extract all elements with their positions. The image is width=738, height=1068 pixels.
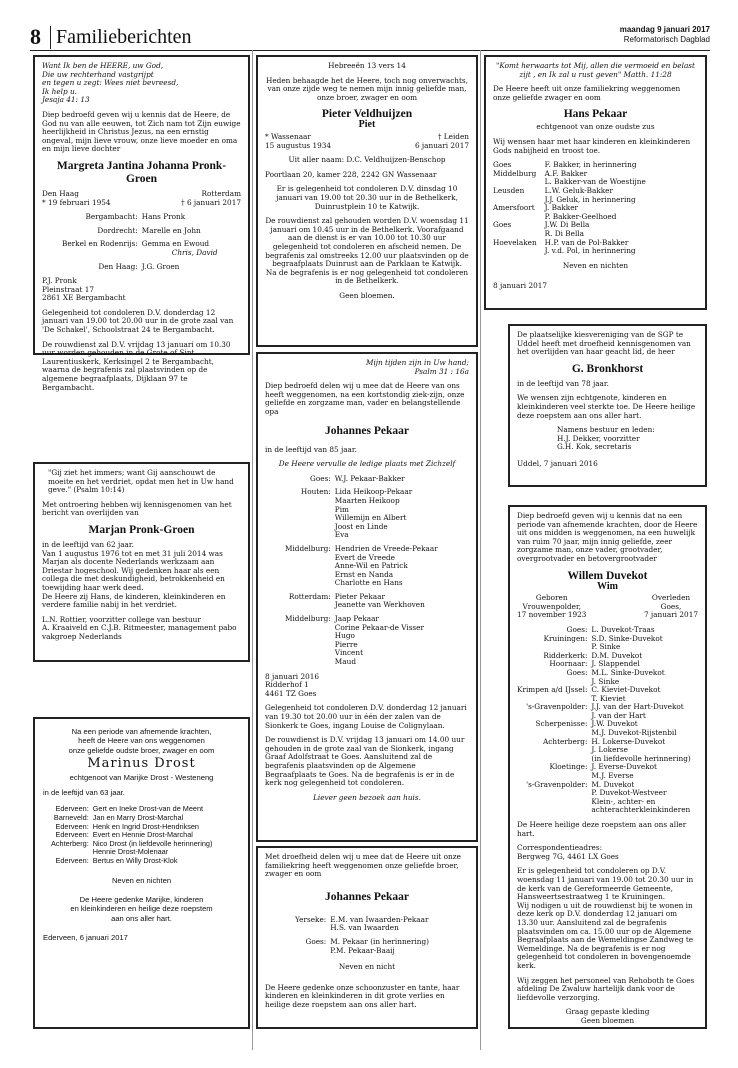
family-names: Joost en Linde xyxy=(334,521,388,531)
nickname: Piet xyxy=(358,119,376,131)
family-names: Hennie Drost-Molenaar xyxy=(92,847,169,857)
family-names: Klein-, achter- en achterachterkleinkinderen xyxy=(591,796,691,815)
family-place: Krimpen a/d IJssel: xyxy=(517,685,588,695)
family-row xyxy=(493,247,646,256)
intro-text: Diep bedroefd geven wij u kennis dat na een periode van afnemende krachten, door de Heere uit ons midden is weggenomen, na een huwelijk van ruim 70 jaar, mijn innig geliefde, zeer zorgzame man, onze vader, grootvader, overgrootvader en betovergrootvader xyxy=(517,511,698,563)
family-row xyxy=(285,624,438,633)
family-names: Chris, David xyxy=(171,247,218,257)
family-names: D.M. Duvekot xyxy=(591,650,643,660)
closing-text: De Heere gedenke onze schoonzuster en tante, haar kinderen en kleinkinderen in dit grote verlies en heilige deze roepstem aan ons aller hart. xyxy=(265,982,460,1009)
deceased-name: Johannes Pekaar xyxy=(324,890,410,903)
intro-text: De Heere heeft uit onze familiekring weggenomen onze geliefde zwager en oom xyxy=(493,84,681,102)
death-place: † Leiden xyxy=(437,131,469,141)
family-place: Den Haag: xyxy=(98,261,138,271)
family-names: Vincent xyxy=(334,648,364,658)
family-names: F. Bakker, in herinnering xyxy=(544,160,637,170)
family-place: Achterberg: xyxy=(543,736,588,746)
closing-line: en kleinkinderen en heilige deze roepstem xyxy=(70,904,213,914)
home-address xyxy=(42,277,241,303)
family-place: Middelburg: xyxy=(285,543,331,553)
in-memoriam-marjan xyxy=(33,462,250,662)
family-place: Rotterdam: xyxy=(288,591,331,601)
flowers-note: Geen bloemen. xyxy=(339,290,395,300)
family-place: 's-Gravenpolder: xyxy=(526,779,588,789)
address-line: Correspondentieadres: xyxy=(517,843,603,853)
family-list xyxy=(295,916,429,955)
deceased-name: Margreta Jantina Johanna Pronk-Groen xyxy=(56,159,227,185)
birth-place: Den Haag xyxy=(42,188,79,198)
family-place: Kloetinge: xyxy=(549,762,588,772)
family-names: J. van der Hart xyxy=(591,710,646,720)
family-place: Dordrecht: xyxy=(97,225,138,235)
intro-line: heeft de Heere van ons weggenomen xyxy=(78,736,205,746)
family-place xyxy=(285,658,335,667)
family-row xyxy=(62,263,218,272)
deceased-name: Pieter Veldhuijzen xyxy=(321,108,413,121)
family-names: Corine Pekaar-de Visser xyxy=(334,622,424,632)
family-names: H.S. van Iwaarden xyxy=(330,923,399,933)
family-names: P. Bakker-Geelhoed xyxy=(544,211,617,221)
family-row xyxy=(285,649,438,658)
family-row xyxy=(51,857,212,866)
nephews-text: Neven en nichten xyxy=(111,875,172,885)
body-career: Van 1 augustus 1976 tot en met 31 juli 2014 was Marjan als docente Nederlands werkzaam aan Driestar hogeschool. Wij gedenken haar als een collega die met deskundigheid, betrokkenheid en toewijding haar werk deed. xyxy=(42,548,225,592)
family-list xyxy=(62,213,218,271)
family-names: M. Duvekot xyxy=(591,779,635,789)
family-list xyxy=(493,161,646,256)
family-row xyxy=(285,523,438,532)
verse-line: Mijn tijden zijn in Uw hand; xyxy=(365,358,469,367)
home-address: Poortlaan 20, kamer 228, 2242 GN Wassenaar xyxy=(265,169,437,179)
family-place: Goes xyxy=(493,220,512,230)
family-place: Houten: xyxy=(300,487,331,497)
death-label: Overleden xyxy=(651,593,691,603)
family-row xyxy=(517,798,698,815)
deceased-name: Marjan Pronk-Groen xyxy=(88,523,195,536)
family-names: M.J. Duvekot-Rijstenbil xyxy=(591,728,677,738)
family-place xyxy=(517,798,591,815)
family-place: Middelburg: xyxy=(285,614,331,624)
page-header xyxy=(30,24,710,51)
family-place: 's-Gravenpolder: xyxy=(526,702,588,712)
deceased-name: Johannes Pekaar xyxy=(324,424,410,437)
deceased-name: G. Bronkhorst xyxy=(571,362,644,375)
family-place xyxy=(285,562,335,571)
family-names: J. v.d. Pol, in herinnering xyxy=(544,246,636,256)
funeral-text: De rouwdienst zal D.V. vrijdag 13 januari om 10.30 uur worden gehouden in de Grote of Sint Laurentiuskerk, Kerksingel 2 te Bergambacht, waarna de begrafenis zal plaatsvinden op de algemene begraafplaats, Dijklaan 97 te Bergambacht. xyxy=(42,339,231,392)
family-names: J.J. Geluk, in herinnering xyxy=(544,194,636,204)
family-place: Ridderkerk: xyxy=(543,650,588,660)
family-names: C. Kieviet-Duvekot xyxy=(591,685,661,695)
family-place xyxy=(493,247,545,256)
wish-text: We wensen zijn echtgenote, kinderen en kleinkinderen veel sterkte toe. De Heere heilige deze roepstem aan ons aller hart. xyxy=(517,393,696,420)
family-names: Willemijn en Albert xyxy=(334,513,407,523)
birth-info xyxy=(517,594,586,620)
closing-line: aan ons aller hart. xyxy=(111,913,172,923)
condolence-text: Er is gelegenheid tot condoleren op D.V. woensdag 11 januari van 19.00 tot 20.30 uur in de kerk van de Gereformeerde Gemeente, Hansweertsestraatweg 1 te Kruiningen. xyxy=(517,866,694,902)
family-place xyxy=(285,601,335,610)
family-names: J. Everse-Duvekot xyxy=(591,762,657,772)
family-names: R. Di Bella xyxy=(544,228,584,238)
birth-place: Vrouwenpolder, xyxy=(522,601,581,611)
family-names: Lida Heikoop-Pekaar xyxy=(334,487,413,497)
intro-text: Met droefheid delen wij u mee dat de Heere uit onze familiekring heeft weggenomen onze geliefde broer, zwager en oom xyxy=(265,852,461,879)
family-names: Hendrien de Vreede-Pekaar xyxy=(334,543,438,553)
obituary-pronk-groen xyxy=(33,55,250,392)
family-names: T. Kieviet xyxy=(591,693,626,703)
family-place xyxy=(285,497,335,506)
intro-text: Diep bedroefd delen wij u mee dat de Heere van ons heeft weggenomen, na een kortstondig ziek-zijn, onze geliefde en zorgzame man, vader en belangstellende opa xyxy=(265,381,465,416)
closing-line: De Heere gedenke Marijke, kinderen xyxy=(79,895,204,904)
family-place: Yerseke: xyxy=(295,914,327,924)
bible-verse: Hebreeën 13 vers 14 xyxy=(328,61,406,70)
family-names: H. Lokerse-Duvekot xyxy=(591,736,666,746)
death-place: Rotterdam xyxy=(201,188,241,198)
age-text: in de leeftijd van 78 jaar. xyxy=(517,378,609,388)
verse-reference: Psalm 31 : 16a xyxy=(414,366,469,376)
family-names: Hugo xyxy=(334,631,355,641)
family-names: Anne-Wil en Patrick xyxy=(334,561,408,571)
family-names: Evert de Vreede xyxy=(334,552,395,562)
family-names: P. Sinke xyxy=(591,642,621,652)
family-names: M.J. Everse xyxy=(591,771,634,781)
family-names: L.W. Geluk-Bakker xyxy=(544,185,613,195)
family-place: Ederveen: xyxy=(55,804,89,814)
obituary-drost xyxy=(33,717,250,1029)
after-funeral-text: Na de begrafenis is er nog gelegenheid tot condoleren in de Bethelkerk. xyxy=(265,267,469,286)
family-place xyxy=(517,789,591,798)
family-row xyxy=(285,497,438,506)
family-names: P.M. Pekaar-Baaij xyxy=(330,945,395,955)
funeral-text: De rouwdienst zal gehouden worden D.V. woensdag 11 januari om 10.45 uur in de Bethelkerk. Voorafgaand aan de dienst is er van 10.00 tot 10.30 uur gelegenheid tot condoleren en afscheid nemen. De begrafenis zal omstreeks 12.00 uur plaatsvinden op de begraafplaats Duinrust aan de Parklaan te Katwijk. xyxy=(265,216,469,269)
life-dates xyxy=(265,142,469,151)
family-names: Gemma en Ewoud xyxy=(141,239,210,249)
life-dates xyxy=(42,199,241,208)
age-text: in de leeftijd van 63 jaar. xyxy=(43,788,125,798)
family-place: Goes: xyxy=(566,667,588,677)
life-dates xyxy=(517,594,698,620)
condolence-text: Gelegenheid tot condoleren D.V. donderdag 12 januari van 19.00 tot 20.00 uur in de grote zaal van 'De Schakel', Schoolstraat 24 te Bergambacht. xyxy=(42,307,234,335)
family-place xyxy=(285,632,335,641)
birth-date: 17 november 1923 xyxy=(517,610,587,620)
family-place: Goes: xyxy=(305,936,327,946)
obituary-hans-pekaar xyxy=(484,55,707,310)
family-names: J. Slappendel xyxy=(591,659,640,669)
family-names: E.M. van Iwaarden-Pekaar xyxy=(330,914,429,924)
nickname: Wim xyxy=(597,580,618,592)
family-place xyxy=(285,554,335,563)
signature-line: Namens bestuur en leden: xyxy=(557,425,655,435)
funeral-text: Wij nodigen u uit de rouwdienst bij te wonen in deze kerk op D.V. donderdag 12 januari om 13.30 uur. Aansluitend zal de begrafenis plaatsvinden om ca. 15.00 uur op de Algemene Begraafplaats aan de Wemeldingse Zandweg te Wemeldinge. Na de begrafenis is er nog gelegenheid tot condoleren in bovengenoemde kerk. xyxy=(517,900,694,970)
issue-date: maandag 9 januari 2017 xyxy=(619,25,710,34)
address-line: Ridderhof 1 xyxy=(265,680,309,690)
thanks-text: Wij zeggen het personeel van Rehoboth te Goes afdeling De Zwaluw hartelijk dank voor de liefdevolle verzorging. xyxy=(517,975,695,1002)
family-place xyxy=(517,746,591,755)
family-list xyxy=(285,475,438,667)
family-names: J.J. van der Hart-Duvekot xyxy=(591,702,684,712)
family-names: H.P. van de Pol-Bakker xyxy=(544,237,629,247)
family-names: Evert en Hennie Drost-Marchal xyxy=(92,830,193,840)
family-row xyxy=(285,531,438,540)
family-list xyxy=(517,626,698,815)
bible-verse: "Gij ziet het immers; want Gij aanschouwt de moeite en het verdriet, opdat men het in Uw hand geve." (Psalm 10:14) xyxy=(48,468,234,495)
nephews-text: Neven en nicht xyxy=(338,962,396,972)
family-names: Jeanette van Werkhoven xyxy=(334,600,425,610)
intro-text: Met ontroering hebben wij kennisgenomen van het bericht van overlijden van xyxy=(42,499,232,518)
deceased-name: Hans Pekaar xyxy=(563,108,628,121)
family-names: Nico Drost (in liefdevolle herinnering) xyxy=(92,838,213,848)
family-place xyxy=(285,624,335,633)
family-place: Achterberg: xyxy=(51,838,89,848)
closing-text: De Heere heilige deze roepstem aan ons aller hart. xyxy=(517,820,687,838)
column-divider-1 xyxy=(252,50,253,1050)
intro-line: Na een periode van afnemende krachten, xyxy=(71,727,212,736)
family-names: Pieter Pekaar xyxy=(334,591,385,601)
family-names: Jan en Marry Drost-Marchal xyxy=(92,813,184,823)
family-names: M.L. Sinke-Duvekot xyxy=(591,667,665,677)
obituary-pekaar xyxy=(256,352,478,842)
intro-text: Heden behaagde het de Heere, toch nog onverwachts, van onze zijde weg te nemen mijn innig geliefde man, onze broer, zwager en oom xyxy=(266,75,468,102)
bible-verse xyxy=(42,62,241,105)
family-place xyxy=(285,506,335,515)
family-place xyxy=(285,571,335,580)
intro-text xyxy=(43,727,240,755)
page-number: 8 xyxy=(30,24,41,49)
birth-label: Geboren xyxy=(535,593,568,603)
family-place: Hoornaar: xyxy=(549,659,588,669)
obituary-duvekot xyxy=(508,505,707,1029)
signature xyxy=(517,426,698,452)
verse-line: en tegen u zegt: Wees niet bevreesd, xyxy=(42,78,179,88)
closing-line: Geen bloemen xyxy=(580,1015,635,1025)
family-names: Charlotte en Hans xyxy=(334,578,403,588)
family-names: J. Sinke xyxy=(591,676,620,686)
family-names: (in liefdevolle herinnering) xyxy=(591,753,691,763)
birth-date: * 19 februari 1954 xyxy=(42,197,111,207)
signature-line: G.H. Kok, secretaris xyxy=(557,442,632,452)
address-line: 8 januari 2016 xyxy=(265,671,320,681)
body-age: in de leeftijd van 62 jaar. xyxy=(42,539,134,549)
family-place: Bergambacht: xyxy=(85,212,138,222)
verse-line: Want Ik ben de HEERE, uw God, xyxy=(42,61,164,70)
home-address xyxy=(265,673,469,699)
signature: L.N. Rottier, voorzitter college van bestuur xyxy=(42,614,201,624)
family-names: Pierre xyxy=(334,639,358,649)
family-names: Bertus en Willy Drost-Klok xyxy=(92,856,178,865)
family-names: J.W. Di Bella xyxy=(544,220,590,230)
funeral-text: De rouwdienst is D.V. vrijdag 13 januari om 14.00 uur gehouden in de grote zaal van de Sionkerk, ingang Graaf Adolfstraat te Goes. Aansluitend zal de begrafenis plaatsvinden op de Algemene Begraafplaats te Goes. Na de begrafenis is er in de kerk nog gelegenheid tot condoleren. xyxy=(265,735,465,788)
family-row xyxy=(285,632,438,641)
family-place: Kruiningen: xyxy=(543,633,588,643)
family-names: J. Lokerse xyxy=(591,745,628,755)
family-place: Berkel en Rodenrijs: xyxy=(62,239,138,249)
condolence-text: Gelegenheid tot condoleren D.V. donderdag 12 januari van 19.30 tot 20.00 uur in één der zalen van de Sionkerk te Goes, ingang Louise de Colignylaan. xyxy=(265,703,467,730)
family-row xyxy=(62,213,218,222)
closing-line: Graag gepaste kleding xyxy=(565,1007,650,1017)
column-divider-2 xyxy=(480,50,481,1050)
family-row xyxy=(285,475,438,484)
birth-place: * Wassenaar xyxy=(265,131,311,141)
family-names: Maud xyxy=(334,657,356,667)
family-place: Amersfoort xyxy=(493,203,535,213)
family-place: Barneveld: xyxy=(53,813,89,823)
family-names: Gert en Ineke Drost-van de Meent xyxy=(92,804,204,814)
family-place: Leusden xyxy=(493,185,525,195)
place-date: Ederveen, 6 januari 2017 xyxy=(43,933,128,943)
address-line: 2861 XE Bergambacht xyxy=(42,293,126,303)
place-date: 8 januari 2017 xyxy=(493,281,548,291)
family-place xyxy=(285,531,335,540)
signature: A. Kraaiveld en C.J.B. Ritmeester, management pabo vakgroep Nederlands xyxy=(42,623,237,641)
address-line: Bergweg 7G, 4461 LX Goes xyxy=(517,851,619,861)
family-row xyxy=(285,601,438,610)
family-place: Ederveen: xyxy=(55,821,89,831)
signature: Uit aller naam: D.C. Veldhuijzen-Benschop xyxy=(288,155,446,165)
deceased-name: Willem Duvekot xyxy=(567,569,648,582)
family-list xyxy=(51,805,212,865)
deceased-name: Marinus Drost xyxy=(87,756,196,772)
family-names: Maarten Heikoop xyxy=(334,495,400,505)
closing-text xyxy=(43,895,240,923)
death-place: Goes, xyxy=(660,601,682,611)
death-date: 7 januari 2017 xyxy=(643,610,698,620)
family-row xyxy=(62,227,218,236)
motto-text: De Heere vervulle de ledige plaats met Zichzelf xyxy=(278,459,456,469)
wish-text: Wij wensen haar met haar kinderen en kleinkinderen Gods nabijheid en troost toe. xyxy=(493,136,691,155)
birth-date: 15 augustus 1934 xyxy=(265,140,332,150)
address-line: 4461 TZ Goes xyxy=(265,688,317,698)
family-place: Goes xyxy=(493,160,512,170)
visit-note: Liever geen bezoek aan huis. xyxy=(313,792,421,802)
family-names: A.F. Bakker xyxy=(544,168,588,178)
family-place: Hoevelaken xyxy=(493,237,537,247)
family-place: Ederveen: xyxy=(55,856,89,865)
family-place: Middelburg xyxy=(493,168,537,178)
family-place: Goes: xyxy=(310,473,331,483)
family-names: J.W. Duvekot xyxy=(591,719,638,729)
obituary-veldhuijzen xyxy=(256,55,478,347)
family-names: P. Duvekot-Westveer xyxy=(591,788,667,798)
age-text: in de leeftijd van 85 jaar. xyxy=(265,444,357,454)
family-names: Marelle en John xyxy=(141,225,201,235)
family-names: Hans Pronk xyxy=(141,212,186,222)
family-place xyxy=(285,641,335,650)
correspondence-address xyxy=(517,844,698,861)
family-place xyxy=(285,579,335,588)
intro-text: De plaatselijke kiesvereniging van de SGP te Uddel heeft met droefheid kennisgenomen van het overlijden van haar geacht lid, de heer xyxy=(517,330,691,357)
obituary-pekaar-family xyxy=(256,846,478,1029)
family-place: Goes: xyxy=(566,624,588,634)
closing-note xyxy=(517,1008,698,1025)
family-names: J.G. Groen xyxy=(141,261,180,271)
family-row xyxy=(285,658,438,667)
family-names: J. Bakker xyxy=(544,203,579,213)
family-names: Ernst en Nanda xyxy=(334,569,394,579)
bible-verse: "Komt herwaarts tot Mij, allen die vermoeid en belast zijt , en Ik zal u rust geven" Matth. 11:28 xyxy=(496,61,695,79)
death-date: 6 januari 2017 xyxy=(414,140,469,150)
signature-line: H.J. Dekker, voorzitter xyxy=(557,433,640,443)
verse-line: Die uw rechterhand vastgrijpt xyxy=(42,69,154,79)
address-line: Pleinstraat 17 xyxy=(42,284,94,294)
intro-text: Diep bedroefd geven wij u kennis dat de Heere, de God nu van alle eeuwen, tot Zich nam tot Zijn euwige heerlijkheid in Christus Jezus, na een ernstig ongeval, mijn lieve vrouw, onze lieve moeder en oma en mijn lieve dochter xyxy=(42,109,241,154)
condolence-text: Er is gelegenheid tot condoleren D.V. dinsdag 10 januari van 19.00 tot 20.30 uur in de Bethelkerk, Duinrustplein 10 te Katwijk. xyxy=(276,184,458,211)
intro-line: onze geliefde oudste broer, zwager en oom xyxy=(68,745,215,755)
paper-name: Reformatorisch Dagblad xyxy=(623,35,710,44)
family-place xyxy=(285,514,335,523)
section-title: Familieberichten xyxy=(50,26,192,49)
family-names: Eva xyxy=(334,530,349,540)
spouse-text: echtgenoot van Marijke Drost - Westeneng xyxy=(69,772,214,782)
family-names: L. Bakker-van de Woestijne xyxy=(544,177,646,187)
address-line: P.J. Pronk xyxy=(42,276,77,286)
family-place xyxy=(285,523,335,532)
death-info xyxy=(644,594,698,620)
family-names: W.J. Pekaar-Bakker xyxy=(334,473,405,483)
family-names: Jaap Pekaar xyxy=(334,614,379,624)
death-date: † 6 januari 2017 xyxy=(180,197,241,207)
family-names: Henk en Ingrid Drost-Hendriksen xyxy=(92,821,199,831)
obituary-bronkhorst xyxy=(508,324,707,487)
issue-info xyxy=(620,25,710,45)
verse-line: Ik help u. xyxy=(42,86,77,96)
family-row xyxy=(285,579,438,588)
family-place: Ederveen: xyxy=(55,830,89,840)
body-blessing: De Heere zij Hans, de kinderen, kleinkinderen en verdere familie nabij in het verdriet. xyxy=(42,591,226,610)
verse-reference: Jesaja 41: 13 xyxy=(42,95,90,105)
spouse-text: echtgenoot van onze oudste zus xyxy=(536,122,655,132)
nephews-text: Neven en nichten xyxy=(562,260,629,270)
family-names: S.D. Sinke-Duvekot xyxy=(591,633,663,643)
bible-verse xyxy=(265,359,469,376)
family-names: L. Duvekot-Traas xyxy=(591,624,655,634)
family-names: M. Pekaar (in herinnering) xyxy=(330,936,430,946)
family-place: Scherpenisse: xyxy=(535,719,588,729)
family-names: Pim xyxy=(334,504,349,514)
place-date: Uddel, 7 januari 2016 xyxy=(517,458,598,468)
family-place xyxy=(285,649,335,658)
